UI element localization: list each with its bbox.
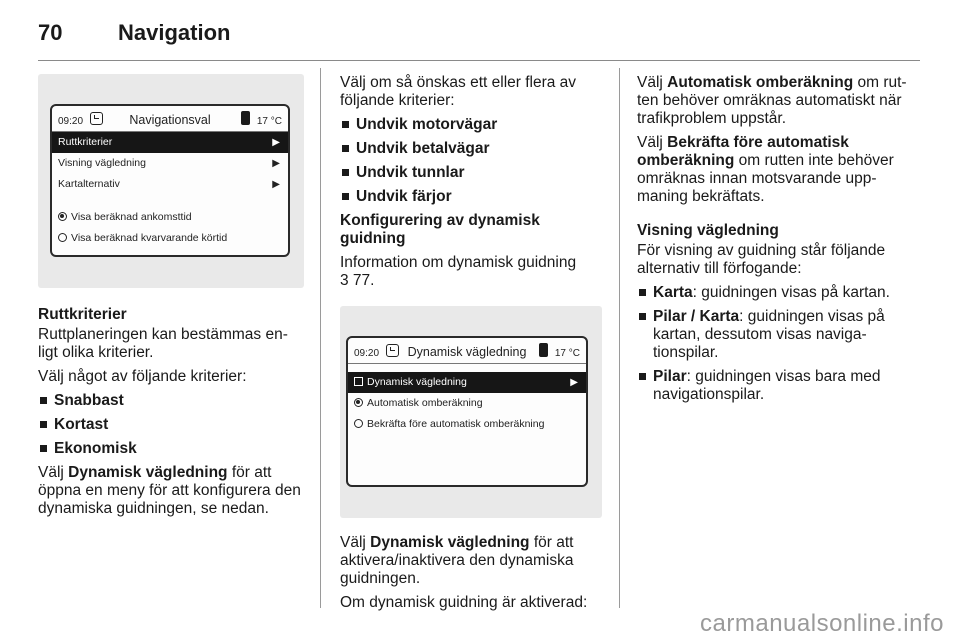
radio-selected-icon (58, 212, 67, 221)
paragraph (637, 134, 909, 206)
text: Välj (38, 464, 69, 481)
column-1 (38, 74, 304, 524)
bold-term: Dynamisk vägledning (370, 534, 530, 551)
section-heading: Visning vägledning (637, 222, 779, 239)
figure-dynamisk-vagledning (340, 306, 602, 518)
paragraph (340, 534, 602, 588)
list-item: Undvik tunnlar (340, 164, 602, 182)
screen-status-bar (52, 106, 288, 132)
bold-term: Bekräfta före automatisk omberäkning (637, 134, 849, 169)
text: för att aktivera/inaktivera den dynamiska guidningen. (340, 534, 574, 587)
thermometer-icon (539, 343, 548, 357)
option-label: Bekräfta före automatisk omberäkning (367, 418, 545, 430)
option-kortid[interactable] (52, 228, 288, 249)
screen-status-bar (348, 338, 586, 364)
option-ankomsttid[interactable] (52, 207, 288, 228)
paragraph (637, 74, 909, 128)
list-item: Undvik betalvägar (340, 140, 602, 158)
text: : guidningen visas bara med navigationspilar. (653, 368, 881, 403)
text: om rut-ten behöver omräknas automatiskt när trafikproblem uppstår. (637, 74, 907, 127)
avoid-list (340, 116, 602, 206)
radio-empty-icon (354, 419, 363, 428)
chevron-right-icon: ▶ (272, 158, 280, 169)
paragraph (340, 254, 602, 290)
column-2 (340, 74, 602, 618)
list-item: Kortast (38, 416, 304, 434)
display-screen (346, 336, 588, 487)
screen-temperature: 17 °C (256, 116, 282, 127)
column-divider (619, 68, 620, 608)
screen-time: 09:20 (354, 348, 380, 359)
screen-title: Navigationsval (129, 113, 211, 127)
menu-item-ruttkriterier[interactable] (52, 132, 288, 153)
option-automatisk-omberakning[interactable] (348, 393, 586, 414)
checkbox-icon (354, 377, 363, 386)
option-label: Visa beräknad kvarvarande körtid (71, 232, 228, 244)
text: om rutten inte behöver omräknas innan motsvarande upp-maning bekräftats. (637, 152, 894, 205)
column-divider (320, 68, 321, 608)
list-item (637, 308, 909, 362)
option-bekrafta-omberakning[interactable] (348, 414, 586, 435)
chevron-right-icon: ▶ (570, 377, 578, 388)
text: för att öppna en meny för att konfigurera den dynamiska guidningen, se nedan. (38, 464, 301, 517)
paragraph: Välj något av följande kriterier: (38, 368, 247, 385)
list-item: Snabbast (38, 392, 304, 410)
text: : guidningen visas på kartan, dessutom visas naviga-tionspilar. (653, 308, 885, 361)
bold-term: Dynamisk vägledning (68, 464, 228, 481)
display-options-list (637, 284, 909, 404)
radio-selected-icon (354, 398, 363, 407)
paragraph: För visning av guidning står följande alternativ till förfogande: (637, 242, 886, 277)
display-screen (50, 104, 290, 257)
menu-item-label: Dynamisk vägledning (367, 376, 467, 388)
section-heading: Konfigurering av dynamisk guidning (340, 212, 540, 247)
menu-item-label: Visning vägledning (58, 157, 146, 169)
list-item (637, 368, 909, 404)
page-title: Navigation (118, 20, 231, 45)
menu-item-label: Kartalternativ (58, 178, 120, 190)
option-label: Automatisk omberäkning (367, 397, 483, 409)
list-item: Ekonomisk (38, 440, 304, 458)
list-item (637, 284, 909, 302)
text: Information om dynamisk guidning (340, 254, 577, 271)
paragraph: Välj om så önskas ett eller flera av följande kriterier: (340, 74, 577, 109)
screen-time: 09:20 (58, 116, 84, 127)
bold-term: Pilar (653, 368, 687, 385)
option-label: Visa beräknad ankomsttid (71, 211, 192, 223)
watermark: carmanualsonline.info (700, 610, 944, 637)
figure-navigationsval (38, 74, 304, 288)
header-rule (38, 60, 920, 61)
list-item: Undvik motorvägar (340, 116, 602, 134)
text: Välj (637, 134, 668, 151)
screen-title: Dynamisk vägledning (407, 345, 527, 359)
paragraph: Om dynamisk guidning är aktiverad: (340, 594, 588, 611)
criteria-list (38, 392, 304, 458)
paragraph: Ruttplaneringen kan bestämmas en-ligt olika kriterier. (38, 326, 288, 361)
column-3 (637, 74, 909, 410)
thermometer-icon (241, 111, 250, 125)
screen-temperature: 17 °C (554, 348, 580, 359)
radio-empty-icon (58, 233, 67, 242)
menu-item-visning-vagledning[interactable] (52, 153, 288, 174)
paragraph (38, 464, 304, 518)
chevron-right-icon: ▶ (272, 137, 280, 148)
menu-item-label: Ruttkriterier (58, 136, 113, 148)
text: Välj (637, 74, 668, 91)
chevron-right-icon: ▶ (272, 179, 280, 190)
text: Välj (340, 534, 371, 551)
bold-term: Pilar / Karta (653, 308, 740, 325)
list-item: Undvik färjor (340, 188, 602, 206)
section-heading: Ruttkriterier (38, 306, 127, 323)
text: : guidningen visas på kartan. (692, 284, 890, 301)
page-number: 70 (38, 20, 63, 45)
bold-term: Automatisk omberäkning (667, 74, 854, 91)
menu-item-dynamisk-vagledning[interactable] (348, 372, 586, 393)
menu-item-kartalternativ[interactable] (52, 174, 288, 195)
bold-term: Karta (653, 284, 693, 301)
page-reference: 3 77. (340, 272, 375, 289)
page-header (38, 16, 918, 56)
